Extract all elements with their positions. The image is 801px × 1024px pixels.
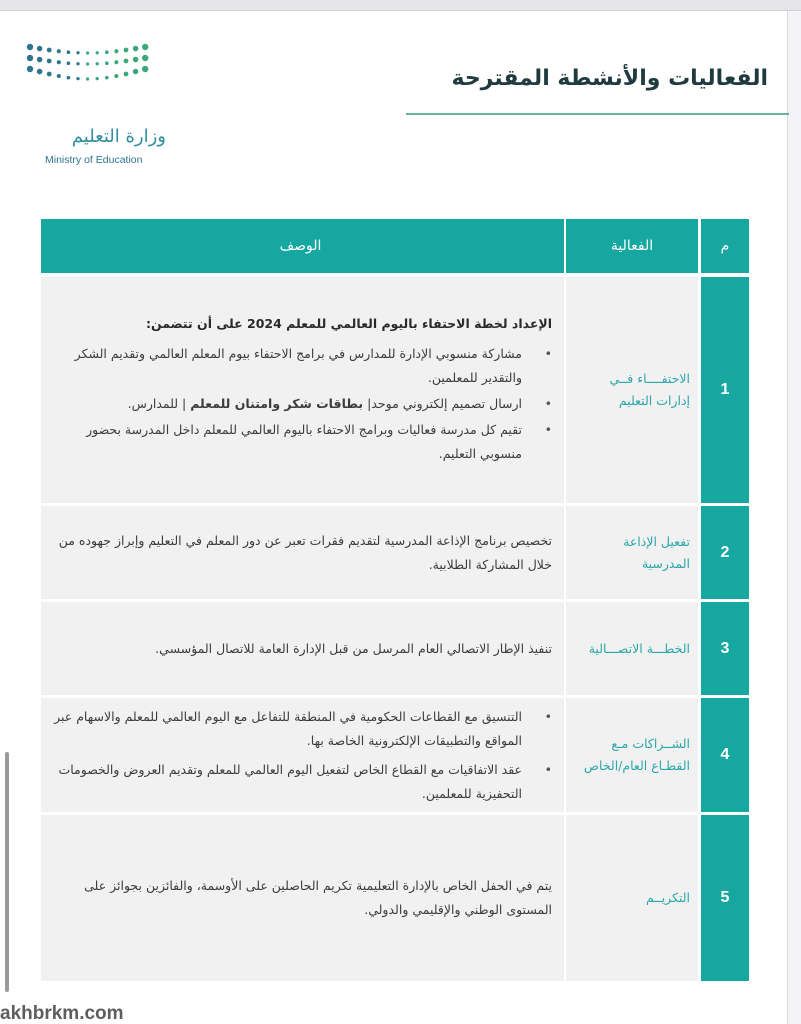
title-underline (406, 113, 789, 115)
logo-dot (37, 46, 43, 52)
logo-dot (67, 50, 71, 54)
bullet-list (49, 340, 552, 468)
logo-dot (96, 51, 99, 54)
logo-dot (114, 74, 118, 78)
bullet-bold: بطاقات شكر وامتنان للمعلم (190, 396, 364, 411)
row-number: 5 (698, 815, 749, 981)
logo-dot (133, 46, 139, 52)
logo-dot (96, 77, 99, 80)
logo-dot (86, 62, 89, 65)
bullet-item: • عقد الاتفاقيات مع القطاع الخاص لتفعيل اليوم العالمي للمعلم وتقديم العروض والخصومات التحفيزية للمعلمين. (49, 758, 522, 806)
row-description (41, 277, 564, 503)
logo-arabic-text: وزارة التعليم (71, 126, 166, 147)
logo-dot (105, 76, 109, 80)
logo-dot (47, 59, 52, 64)
ministry-logo (18, 34, 166, 166)
logo-dot (37, 69, 43, 75)
logo-dot (67, 76, 71, 80)
logo-dot (27, 55, 33, 61)
table-row (41, 506, 749, 599)
logo-dot (76, 62, 79, 65)
viewer-top-bar (0, 0, 801, 11)
table-row (41, 698, 749, 812)
row-number: 2 (698, 506, 749, 599)
row-number: 4 (698, 698, 749, 812)
logo-dot (124, 59, 129, 64)
table-row (41, 277, 749, 503)
row-activity: الخطـــة الاتصـــالية (564, 602, 698, 695)
row-description (41, 698, 564, 812)
logo-dot (57, 74, 61, 78)
logo-dot (142, 55, 148, 61)
logo-dot (114, 49, 118, 53)
logo-dot (47, 72, 52, 77)
logo-dot (57, 60, 61, 64)
logo-dot (37, 57, 43, 63)
row-description: تخصيص برنامج الإذاعة المدرسية لتقديم فقرات تعبر عن دور المعلم في التعليم وإبراز جهوده من خلال المشاركة الطلابية. (41, 506, 564, 599)
row-activity: التكريــم (564, 815, 698, 981)
logo-dot (76, 51, 79, 54)
header-num: م (698, 219, 749, 273)
logo-dot (76, 77, 79, 80)
logo-dot (142, 44, 148, 50)
row-intro: الإعداد لخطة الاحتفاء باليوم العالمي للمعلم 2024 على أن تتضمن: (145, 316, 552, 331)
row-number: 3 (698, 602, 749, 695)
watermark-text: akhbrkm.com (0, 1003, 124, 1024)
bullet-item: • تقيم كل مدرسة فعاليات وبرامج الاحتفاء باليوم العالمي للمعلم داخل المدرسة بحضور منسوبي التعليم. (49, 418, 522, 466)
logo-dot (86, 51, 89, 54)
logo-dots-icon (26, 42, 151, 82)
table-row (41, 602, 749, 695)
logo-dot (124, 48, 129, 53)
table-header (41, 219, 749, 277)
header-description: الوصف (41, 219, 564, 273)
logo-dot (67, 61, 71, 65)
logo-dot (27, 44, 33, 50)
logo-dot (96, 62, 99, 65)
bullet-list (49, 700, 552, 811)
logo-dot (86, 77, 89, 80)
row-activity: الاحتفــــاء فــي إدارات التعليم (564, 277, 698, 503)
logo-dot (105, 61, 109, 65)
page-edge (787, 11, 801, 1024)
header-activity: الفعالية (564, 219, 698, 273)
logo-dot (114, 60, 118, 64)
bullet-item (49, 392, 522, 416)
logo-dot (133, 57, 139, 63)
table-row (41, 815, 749, 981)
scrollbar[interactable] (5, 752, 9, 992)
logo-dot (105, 50, 109, 54)
row-activity: الشــراكات مـع القطـاع العام/الخاص (564, 698, 698, 812)
logo-dot (142, 66, 148, 72)
logo-dot (124, 72, 129, 77)
activities-table (41, 219, 749, 981)
bullet-item: • التنسيق مع القطاعات الحكومية في المنطقة للتفاعل مع اليوم العالمي للمعلم والاسهام عبر المواقع والتطبيقات الإلكترونية الخاصة بها. (49, 705, 522, 753)
bullet-pre: ارسال تصميم إلكتروني موحد| (363, 396, 522, 411)
logo-dot (133, 69, 139, 75)
row-number: 1 (698, 277, 749, 503)
logo-dot (57, 49, 61, 53)
logo-dot (27, 66, 33, 72)
row-description: تنفيذ الإطار الاتصالي العام المرسل من قبل الإدارة العامة للاتصال المؤسسي. (41, 602, 564, 695)
logo-english-text: Ministry of Education (45, 154, 143, 166)
bullet-item: • مشاركة منسوبي الإدارة للمدارس في برامج الاحتفاء بيوم المعلم العالمي وتقديم الشكر والتقدير للمعلمين. (49, 342, 522, 390)
row-description: يتم في الحفل الخاص بالإدارة التعليمية تكريم الحاصلين على الأوسمة، والفائزين بجوائز على المستوى الوطني والإقليمي والدولي. (41, 815, 564, 981)
bullet-post: | للمدارس. (127, 396, 191, 411)
row-activity: تفعيل الإذاعة المدرسية (564, 506, 698, 599)
page-title: الفعاليات والأنشطة المقترحة (451, 66, 768, 91)
logo-dot (47, 48, 52, 53)
